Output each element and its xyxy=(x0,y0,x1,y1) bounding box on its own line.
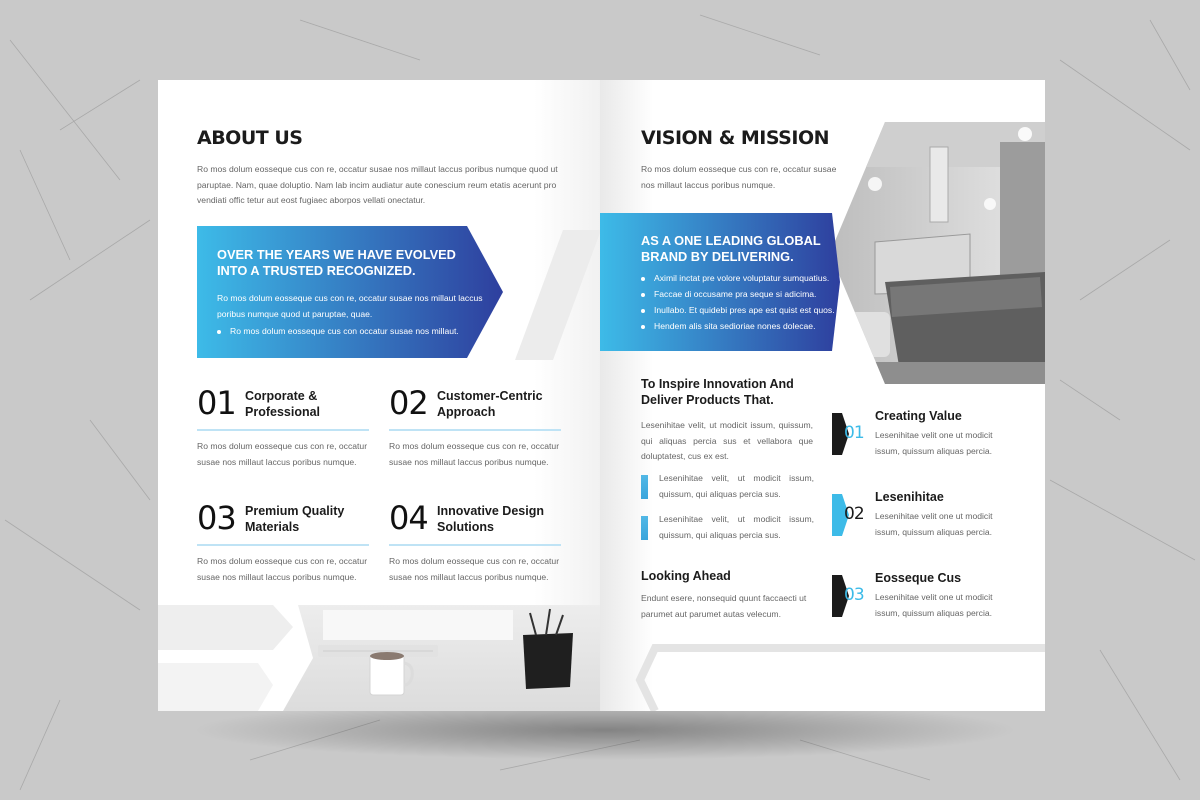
step-desc: Lesenihitae velit one ut modicit issum, quissum aliquas percia. xyxy=(875,592,993,618)
about-us-title: ABOUT US xyxy=(197,127,303,149)
feature-divider xyxy=(389,429,561,431)
vision-mission-title: VISION & MISSION xyxy=(641,127,829,149)
feature-number: 03 xyxy=(197,499,236,537)
banner-bullet xyxy=(641,321,815,331)
decor-outline xyxy=(600,640,1045,711)
accent-bar xyxy=(641,516,648,540)
right-page xyxy=(600,80,1045,711)
feature-number: 01 xyxy=(197,384,236,422)
inspire-body: Lesenihitae velit, ut modicit issum, quissum, qui aliquas percia sus et vellabora que doluptatest, cus ex est. xyxy=(641,420,813,461)
looking-ahead-body: Endunt esere, nonsequid quunt faccaecti ut parumet aut parumet autas velecum. xyxy=(641,593,807,619)
vision-banner xyxy=(600,213,840,351)
step-title: Lesenihitae xyxy=(875,490,944,504)
step-number: 03 xyxy=(844,585,864,605)
banner-bullet-text: Aximil inctat pre volore voluptatur sumquatius. xyxy=(654,273,830,283)
banner-bullet xyxy=(641,289,816,299)
bedroom-photo xyxy=(830,122,1045,384)
feature-desc: Ro mos dolum eosseque cus con re, occatur susae nos millaut laccus poribus numque. xyxy=(197,441,368,467)
feature-number: 02 xyxy=(389,384,428,422)
banner-bullet-text: Hendem alis sita sedioriae nones dolecae. xyxy=(654,321,816,331)
vision-intro: Ro mos dolum eosseque cus con re, occatur susae nos millaut laccus poribus numque. xyxy=(641,164,837,190)
feature-number: 04 xyxy=(389,499,428,537)
feature-01 xyxy=(197,384,369,497)
inspire-item xyxy=(641,471,814,505)
bullet-dot-icon xyxy=(641,309,645,313)
feature-03 xyxy=(197,499,369,612)
bullet-dot-icon xyxy=(217,330,221,334)
step-number: 01 xyxy=(844,423,864,443)
accent-bar xyxy=(641,475,648,499)
inspire-item-text: Lesenihitae velit, ut modicit issum, quissum, qui aliquas percia sus. xyxy=(659,473,814,499)
feature-title: Innovative Design Solutions xyxy=(437,504,544,534)
desk-photo xyxy=(158,605,600,711)
bullet-dot-icon xyxy=(641,293,645,297)
step-number: 02 xyxy=(844,504,864,524)
left-page xyxy=(158,80,600,711)
about-banner xyxy=(197,226,503,358)
banner-heading: OVER THE YEARS WE HAVE EVOLVED INTO A TRUSTED RECOGNIZED. xyxy=(217,247,456,278)
banner-bullet xyxy=(641,305,835,315)
looking-ahead-title: Looking Ahead xyxy=(641,569,731,583)
feature-divider xyxy=(197,429,369,431)
banner-body: Ro mos dolum eosseque cus con re, occatur susae nos millaut laccus poribus numque quod ut paruptae, quae. xyxy=(217,293,483,319)
banner-bullet-text: Ro mos dolum eosseque cus con occatur susae nos millaut. xyxy=(230,326,459,336)
inspire-item xyxy=(641,512,814,546)
bullet-dot-icon xyxy=(641,277,645,281)
bullet-dot-icon xyxy=(641,325,645,329)
feature-04 xyxy=(389,499,561,612)
feature-title: Corporate & Professional xyxy=(245,389,321,419)
about-intro: Ro mos dolum eosseque cus con re, occatur susae nos millaut laccus poribus numque quod ut paruptae. Nam, quae doluptio. Nam lab incim audiatur aute conescium reum etatis acerunt pro vendiati offic tetur aut eost fugiaec aborpos vellati onectatur. xyxy=(197,164,558,205)
step-03 xyxy=(832,571,1032,635)
step-title: Creating Value xyxy=(875,409,962,423)
banner-bullet xyxy=(641,273,829,283)
banner-bullet-text: Inullabo. Et quidebi pres ape est quist est quos. xyxy=(654,305,835,315)
inspire-item-text: Lesenihitae velit, ut modicit issum, quissum, qui aliquas percia sus. xyxy=(659,514,814,540)
banner-bullet-text: Faccae di occusame pra seque si adicima. xyxy=(654,289,817,299)
feature-desc: Ro mos dolum eosseque cus con re, occatur susae nos millaut laccus poribus numque. xyxy=(197,556,368,582)
step-desc: Lesenihitae velit one ut modicit issum, quissum aliquas percia. xyxy=(875,511,993,537)
banner-heading: AS A ONE LEADING GLOBAL BRAND BY DELIVERING. xyxy=(641,233,821,264)
feature-divider xyxy=(389,544,561,546)
decor-stripe xyxy=(513,230,600,360)
feature-desc: Ro mos dolum eosseque cus con re, occatur susae nos millaut laccus poribus numque. xyxy=(389,441,560,467)
feature-divider xyxy=(197,544,369,546)
step-01 xyxy=(832,409,1032,473)
inspire-title: To Inspire Innovation And Deliver Products That. xyxy=(641,377,794,407)
step-title: Eosseque Cus xyxy=(875,571,962,585)
feature-title: Customer-Centric Approach xyxy=(437,389,543,419)
feature-02 xyxy=(389,384,561,497)
feature-title: Premium Quality Materials xyxy=(245,504,345,534)
step-desc: Lesenihitae velit one ut modicit issum, quissum aliquas percia. xyxy=(875,430,993,456)
banner-bullet xyxy=(217,326,459,336)
step-02 xyxy=(832,490,1032,554)
feature-desc: Ro mos dolum eosseque cus con re, occatur susae nos millaut laccus poribus numque. xyxy=(389,556,560,582)
